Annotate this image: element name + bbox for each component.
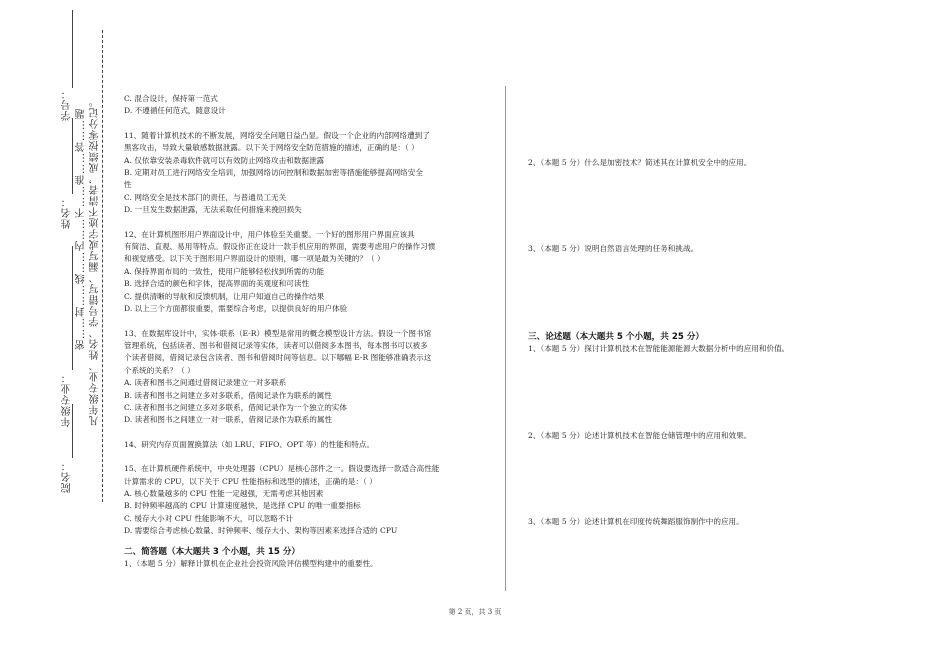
short-answer-q2: 2、（本题 5 分）什么是加密技术？简述其在计算机安全中的应用。 (528, 158, 752, 167)
id-blank-line (72, 10, 73, 88)
question-line: 15、在计算机硬件系统中，中央处理器（CPU）是核心部件之一。假设要选择一款适合高性能 (124, 464, 440, 474)
student-name-label: 姓名： (62, 196, 73, 229)
section-title-short-answer: 二、简答题（本大题共 3 个小题，共 15 分） (124, 546, 301, 557)
essay-q2: 2、（本题 5 分）论述计算机技术在智能仓储管理中的应用和效果。 (528, 431, 752, 440)
question-line: 个系统的关系？（ ） (124, 365, 195, 375)
grade-blank-line (72, 246, 73, 370)
question-line: D. 需要综合考虑核心数量、时钟频率、缓存大小、架构等因素来选择合适的 CPU (124, 526, 398, 536)
question-line: A. 保持界面布局的一致性，使用户能够轻松找到所需的功能 (124, 266, 325, 276)
question-line: 计算需求的 CPU，以下关于 CPU 性能指标和选型的描述，正确的是：（ ） (124, 476, 377, 486)
question-line: A. 读者和图书之间通过借阅记录建立一对多联系 (124, 378, 287, 388)
question-line: 和视觉感受。以下关于图形用户界面设计的原则，哪一项是最为关键的？（ ） (124, 254, 385, 264)
short-answer-q3: 3、（本题 5 分）说明自然语言处理的任务和挑战。 (528, 244, 699, 253)
question-line: 13、在数据库设计中，实体-联系（E-R）模型是常用的概念模型设计方法。假设一个图书馆 (124, 328, 432, 338)
seal-dashed-line (102, 30, 103, 502)
grade-major-label: 年级专业： (62, 372, 73, 427)
question-line: D. 以上三个方面都很重要，需要综合考虑，以提供良好的用户体验 (124, 304, 348, 314)
school-label: 院名： (62, 460, 73, 493)
question-line: C. 网络安全是技术部门的责任，与普通员工无关 (124, 192, 287, 202)
essay-q1: 1、（本题 5 分）探讨计算机技术在智能能源能源大数据分析中的应用和价值。 (528, 344, 790, 353)
question-line: C. 读者和图书之间建立多对多联系，借阅记录作为一个独立的实体 (124, 402, 347, 412)
page-number: 第 2 页，共 3 页 (448, 608, 502, 616)
question-line: B. 选择合适的颜色和字体，提高界面的美观度和可读性 (124, 279, 310, 289)
question-line: 个读者借阅，借阅记录包含读者、图书和借阅时间等信息。以下哪幅 E-R 图能够准确表示这 (124, 353, 432, 363)
question-line: 管理系统，包括读者、图书和借阅记录等实体，读者可以借阅多本图书，每本图书可以被多 (124, 340, 428, 350)
left-column (124, 93, 496, 570)
column-divider (505, 86, 506, 591)
question-line: D. 一旦发生数据泄露，无法采取任何措施来挽回损失 (124, 205, 302, 215)
question-line: A. 核心数量越多的 CPU 性能一定越强，无需考虑其他因素 (124, 488, 324, 498)
question-line: C. 混合设计，保持第一范式 (124, 94, 218, 103)
seal-notice: 密……封……线……内……不……准……答……题 (76, 108, 87, 350)
essay-q3: 3、（本题 5 分）论述计算机在印度传统舞蹈服饰制作中的应用。 (528, 517, 744, 526)
question-line: 性 (124, 180, 132, 190)
margin-warning: 凡年级专业、姓名、学号错写、漏写或字迹不清者，成绩按零分记。 (90, 96, 101, 426)
student-id-label: 学号： (62, 88, 73, 121)
section-title-essay: 三、论述题（本大题共 5 个小题，共 25 分） (528, 332, 705, 342)
question-line: B. 定期对员工进行网络安全培训，加强网络访问控制和数据加密等措施能够提高网络安全 (124, 168, 423, 178)
question-line: A. 仅依靠安装杀毒软件就可以有效防止网络攻击和数据泄露 (124, 155, 325, 165)
question-line: C. 提供清晰的导航和反馈机制，让用户知道自己的操作结果 (124, 291, 325, 301)
question-line: B. 读者和图书之间建立多对多联系，借阅记录作为联系的属性 (124, 390, 332, 400)
name-blank-line (72, 118, 73, 194)
question-line: C. 缓存大小对 CPU 性能影响不大，可以忽略不计 (124, 513, 294, 523)
question-line: 有简洁、直观、易用等特点。假设你正在设计一款手机应用的界面，需要考虑用户的操作习惯 (124, 242, 436, 252)
question-line: 11、随着计算机技术的不断发展，网络安全问题日益凸显。假设一个企业的内部网络遭到了 (124, 130, 430, 140)
question-line: 12、在计算机图形用户界面设计中，用户体验至关重要。一个好的图形用户界面应该具 (124, 229, 415, 239)
question-line: B. 时钟频率越高的 CPU 计算速度越快，是选择 CPU 的唯一重要指标 (124, 501, 361, 511)
school-blank-line (72, 404, 73, 458)
question-line: 14、研究内存页面置换算法（如 LRU、FIFO、OPT 等）的性能和特点。 (124, 439, 375, 449)
question-line: D. 不遵循任何范式，随意设计 (124, 106, 226, 116)
short-answer-q1: 1、（本题 5 分）解释计算机在企业社会投资风险评估模型构建中的重要性。 (124, 559, 378, 568)
question-line: 黑客攻击，导致大量敏感数据泄露。以下关于网络安全防范措施的描述，正确的是：（ ） (124, 143, 419, 153)
question-line: D. 读者和图书之间建立一对一联系，借阅记录作为联系的属性 (124, 415, 333, 425)
